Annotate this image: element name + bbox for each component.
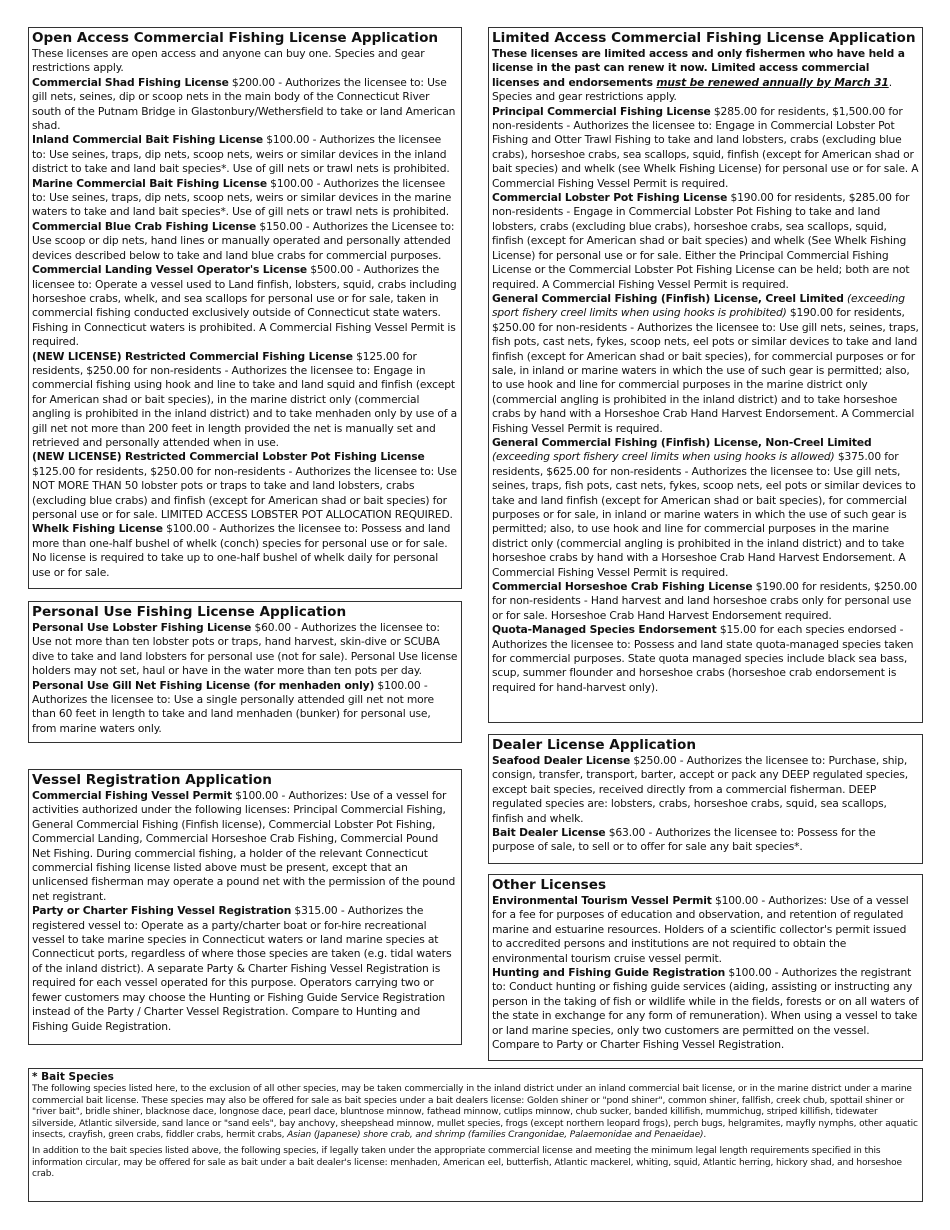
license-desc: $190.00 for residents, $285.00 for non-residents - Engage in Commercial Lobster Pot Fishing to take and land lobsters, crabs (excluding blue crabs), horseshoe crabs, sea scallops, squid, finfish (except for American shad or bait species) and whelk (See Whelk Fishing License) for personal use or for sale. Either the Principal Commercial Fishing License or the Commercial Lobster Pot Fishing License can be held; both are not required. A Commercial Fishing Vessel Permit is required. xyxy=(492,191,910,291)
license-entry xyxy=(492,191,919,292)
license-desc: $125.00 for residents, $250.00 for non-residents - Authorizes the licensee to: Use NOT MORE THAN 50 lobster pots or traps to take and land lobsters, crabs (excluding blue crabs) and finfish (except for American shad or bait species) for personal use or for sale. LIMITED ACCESS LOBSTER POT ALLOCATION REQUIRED. xyxy=(32,464,457,521)
license-desc: $190.00 for residents, $250.00 for non-residents - Hand harvest and land horseshoe crabs only for personal use or for sale. Horseshoe Crab Hand Harvest Endorsement required. xyxy=(492,580,918,622)
open-access-section xyxy=(28,27,462,589)
license-name: Environmental Tourism Vessel Permit xyxy=(492,894,712,907)
license-name: Hunting and Fishing Guide Registration xyxy=(492,966,726,980)
bait-species-section xyxy=(28,1068,923,1202)
license-name: Commercial Lobster Pot Fishing License xyxy=(492,191,728,205)
license-desc: $250.00 - Authorizes the licensee to: Purchase, ship, consign, transfer, transport, barter, accept or pack any DEEP regulated species, except bait species, received directly from a commercial fisherman. DEEP regulated species are: lobsters, crabs, horseshoe crabs, squid, sea scallops, finfish and whelk. xyxy=(492,754,909,825)
license-name: Commercial Shad Fishing License xyxy=(32,75,229,89)
bait-species-text: The following species listed here, to the exclusion of all other species, may be taken commercially in the inland district under an inland commercial bait license, or in the marine district under a marine commercial bait license. These species may also be offered for sale as bait species under a bait dealers license: Golden shiner or "pond shiner", common shiner, fallfish, creek chub, spottail shiner or "river bait", bridle shiner, blacknose dace, longnose dace, pearl dace, bluntnose minnow, fathead minnow, cutlips minnow, chub sucker, banded killifish, mummichug, striped killifish, tidewater silverside, Atlantic silverside, sand lance or "sand eels", bay anchovy, sheepshead minnow, mullet species, frogs (except northern leopard frogs), perch bugs, helgramites, mayfly nymphs, other aquatic insects, crayfish, green crabs, fiddler crabs, hermit crabs, xyxy=(32,1084,918,1141)
limited-access-section xyxy=(488,27,923,723)
license-desc: $60.00 - Authorizes the licensee to: Use not more than ten lobster pots or traps, hand harvest, skin-dive or SCUBA dive to take and land lobsters for personal use (not for sale). Personal Use license holders may not set, haul or have in the water more than ten pots per day. xyxy=(32,621,458,678)
license-entry xyxy=(32,621,458,679)
license-desc: $125.00 for residents, $250.00 for non-residents - Authorizes the licensee to: Engage in commercial fishing using hook and line to take and land squid and finfish (except for American shad or bait species), in the marine district only (commercial angling is prohibited in the inland district) and to take menhaden only by use of a gill net not more than 200 feet in length provided the net is manually set and retrieved and personally attended when in use. xyxy=(32,349,458,449)
license-name: Party or Charter Fishing Vessel Registration xyxy=(32,904,292,918)
license-name: Commercial Landing Vessel Operator's License xyxy=(32,263,308,277)
license-qualifier: (exceeding sport fishery creel limits when using hooks is allowed) xyxy=(492,450,835,464)
other-licenses-section xyxy=(488,874,923,1061)
license-entry xyxy=(492,966,919,1052)
personal-use-title: Personal Use Fishing License Application xyxy=(32,604,347,620)
limited-access-intro xyxy=(492,47,919,105)
vessel-registration-section xyxy=(28,769,462,1045)
open-access-title: Open Access Commercial Fishing License Application xyxy=(32,30,439,46)
license-entry xyxy=(492,436,919,580)
license-entry xyxy=(32,522,458,580)
limited-access-title: Limited Access Commercial Fishing License Application xyxy=(492,30,916,46)
license-name: Whelk Fishing License xyxy=(32,522,163,536)
license-name: General Commercial Fishing (Finfish) License, Creel Limited xyxy=(492,291,844,305)
bait-dealer-species: In addition to the bait species listed above, the following species, if legally taken under the appropriate commercial license and meeting the minimum legal length requirements specified in this information circular, may be offered for sale as bait under a bait dealer's license: menhaden, American eel, butterfish, Atlantic mackerel, whiting, squid, Atlantic herring, hickory shad, and horseshoe crab. xyxy=(32,1145,902,1180)
dealer-license-title: Dealer License Application xyxy=(492,737,697,753)
license-name: Commercial Fishing Vessel Permit xyxy=(32,789,232,802)
license-desc: $375.00 for residents, $625.00 for non-residents - Authorizes the licensee to: Use gill nets, seines, traps, fish pots, cast nets, fykes, scoop nets, eel pots or similar devices to take and land finfish (except for American shad or bait species), for commercial purposes or for sale, in inland or marine waters in which the use of such gear is permitted; also, to use hook and line for commercial purposes in the marine district only (commercial angling is prohibited in the inland district) and to take horseshoe crabs by hand with a Horseshoe Crab Hand Harvest Endorsement. A Commercial Fishing Vessel Permit is required. xyxy=(492,450,916,579)
license-name: Personal Use Gill Net Fishing License (for menhaden only) xyxy=(32,678,375,692)
bait-species-end: . xyxy=(703,1130,707,1141)
open-access-intro: These licenses are open access and anyone can buy one. Species and gear restrictions apply. xyxy=(32,47,425,75)
bait-species-title: * Bait Species xyxy=(32,1071,114,1083)
license-name: Marine Commercial Bait Fishing License xyxy=(32,176,267,190)
intro-rest: . Species and gear restrictions apply. xyxy=(492,75,892,104)
license-name: Seafood Dealer License xyxy=(492,754,631,767)
other-licenses-title: Other Licenses xyxy=(492,877,607,893)
intro-bold: These licenses are limited access and only fishermen who have held a license in the past can renew it now. Limited access commercial licenses and endorsements xyxy=(492,47,905,89)
license-desc: $100.00 - Authorizes: Use of a vessel for activities authorized under the following licenses: Principal Commercial Fishing, General Commercial Fishing (Finfish license), Commercial Lobster Pot Fishing, Commercial Landing, Commercial Horseshoe Crab Fishing, Commercial Pound Net Fishing. During commercial fishing, a holder of the relevant Connecticut commercial fishing license listed above must be present, except that an unlicensed fisherman may operate a pound net with the permission of the pound net registrant. xyxy=(32,789,456,903)
license-entry xyxy=(32,76,458,134)
license-name: Bait Dealer License xyxy=(492,826,606,840)
license-desc: $100.00 - Authorizes the licensee to: Use seines, traps, dip nets, scoop nets, weirs or similar devices in the inland district to take and land bait species*. Use of gill nets or trawl nets is prohibited. xyxy=(32,133,450,176)
license-entry xyxy=(32,177,458,220)
license-entry xyxy=(32,904,458,1034)
license-entry xyxy=(32,263,458,349)
license-name: General Commercial Fishing (Finfish) License, Non-Creel Limited xyxy=(492,435,872,449)
license-name: Personal Use Lobster Fishing License xyxy=(32,621,252,634)
license-name: Principal Commercial Fishing License xyxy=(492,104,711,118)
license-name: Commercial Blue Crab Fishing License xyxy=(32,219,257,233)
personal-use-section xyxy=(28,601,462,743)
license-entry xyxy=(492,105,919,191)
license-desc: $100.00 - Authorizes: Use of a vessel for a fee for purposes of education and observation, and retention of regulated marine and estuarine resources. Holders of a scientific collector's permit issued to accredited persons and institutions are not required to obtain the environmental tourism cruise vessel permit. xyxy=(492,894,909,965)
license-desc: $100.00 - Authorizes the registrant to: Conduct hunting or fishing guide services (aiding, assisting or instructing any person in the taking of fish or wildlife while in the fields, forests or on all waters of the state in exchange for any form of remuneration). When using a vessel to take or land marine species, only two customers are permitted on the vessel. Compare to Party or Charter Fishing Vessel Registration. xyxy=(492,966,919,1052)
license-entry xyxy=(492,292,919,436)
license-entry xyxy=(492,826,919,855)
license-desc: $285.00 for residents, $1,500.00 for non-residents - Authorizes the licensee to: Engage in Commercial Lobster Pot Fishing and Otter Trawl Fishing to take and land lobsters, crabs (excluding blue crabs), horseshoe crabs, sea scallops, squid, finfish (except for American shad or bait species) and whelk (see Whelk Fishing License) for personal use or for sale. A Commercial Fishing Vessel Permit is required. xyxy=(492,104,919,190)
license-entry xyxy=(492,754,919,826)
license-desc: $100.00 - Authorizes the licensee to: Possess and land more than one-half bushel of whelk (conch) species for personal use or for sale. No license is required to take up to one-half bushel of whelk daily for personal use or for sale. xyxy=(32,522,451,579)
license-entry xyxy=(32,789,458,904)
renewal-deadline: must be renewed annually by March 31 xyxy=(656,75,889,89)
license-desc: $500.00 - Authorizes the licensee to: Operate a vessel used to Land finfish, lobsters, squid, crabs including horseshoe crabs, whelk, and sea scallops for personal use or for sale, taken in commercial fishing conducted exclusively outside of Connecticut state waters. Fishing in Connecticut waters is prohibited. A Commercial Fishing Vessel Permit is required. xyxy=(32,263,457,349)
license-entry xyxy=(32,679,458,737)
bait-species-list xyxy=(32,1084,919,1142)
license-entry xyxy=(492,580,919,623)
license-desc: $15.00 for each species endorsed - Authorizes the licensee to: Possess and land state quota-managed species taken for commercial purposes. State quota managed species include black sea bass, scup, summer flounder and horseshoe crabs (horseshoe crab endorsement is required for hand-harvest only). xyxy=(492,623,914,694)
bait-species-italic: Asian (Japanese) shore crab, and shrimp (families Crangonidae, Palaemonidae and Penaeidae) xyxy=(287,1130,704,1141)
vessel-registration-title: Vessel Registration Application xyxy=(32,772,272,788)
license-entry xyxy=(32,350,458,451)
license-entry xyxy=(32,450,458,522)
license-desc: $315.00 - Authorizes the registered vessel to: Operate as a party/charter boat or for-hire recreational vessel to take marine species in Connecticut waters or land marine species at Connecticut ports, regardless of where those species are taken (e.g. tidal waters of the inland district). A separate Party & Charter Fishing Vessel Registration is required for each vessel operated for this purpose. Operators carrying two or fewer customers may choose the Hunting or Fishing Guide Service Registration instead of the Party / Charter Vessel Registration. Compare to Hunting and Fishing Guide Registration. xyxy=(32,904,452,1033)
license-name: Inland Commercial Bait Fishing License xyxy=(32,133,264,147)
license-name: (NEW LICENSE) Restricted Commercial Fishing License xyxy=(32,349,353,363)
license-entry xyxy=(32,133,458,176)
license-name: (NEW LICENSE) Restricted Commercial Lobster Pot Fishing License xyxy=(32,450,425,464)
license-entry xyxy=(492,894,919,966)
license-name: Commercial Horseshoe Crab Fishing License xyxy=(492,580,753,594)
license-desc: $190.00 for residents, $250.00 for non-residents - Authorizes the licensee to: Use gill nets, seines, traps, fish pots, cast nets, fykes, scoop nets, eel pots or similar devices to take and land finfish (except for American shad or bait species), for commercial purposes or for sale, in inland or marine waters in which the use of such gear is permitted; also, to use hook and line for commercial purposes in the marine district only (commercial angling is prohibited in the inland district) and to take horseshoe crabs by hand with a Horseshoe Crab Hand Harvest Endorsement. A Commercial Fishing Vessel Permit is required. xyxy=(492,306,919,435)
dealer-license-section xyxy=(488,734,923,864)
license-entry xyxy=(492,623,919,695)
license-desc: $100.00 - Authorizes the licensee to: Use a single personally attended gill net not more than 60 feet in length to take and land menhaden (bunker) for personal use, from marine waters only. xyxy=(32,678,434,735)
license-entry xyxy=(32,220,458,263)
license-desc: $150.00 - Authorizes the Licensee to: Use scoop or dip nets, hand lines or manually operated and personally attended devices described below to take and land blue crabs for commercial purposes. xyxy=(32,219,455,262)
license-desc: $100.00 - Authorizes the licensee to: Use seines, traps, dip nets, scoop nets, weirs or similar devices in the marine waters to take and land bait species*. Use of gill nets or trawl nets is prohibited. xyxy=(32,176,452,219)
license-desc: $200.00 - Authorizes the licensee to: Use gill nets, seines, dip or scoop nets in the main body of the Connecticut River south of the Putnam Bridge in Glastonbury/Wethersfield to take or land American shad. xyxy=(32,75,456,133)
license-qualifier: (exceeding sport fishery creel limits when using hooks is prohibited) xyxy=(492,291,905,320)
license-desc: $63.00 - Authorizes the licensee to: Possess for the purpose of sale, to sell or to offer for sale any bait species*. xyxy=(492,826,876,854)
license-name: Quota-Managed Species Endorsement xyxy=(492,623,717,637)
